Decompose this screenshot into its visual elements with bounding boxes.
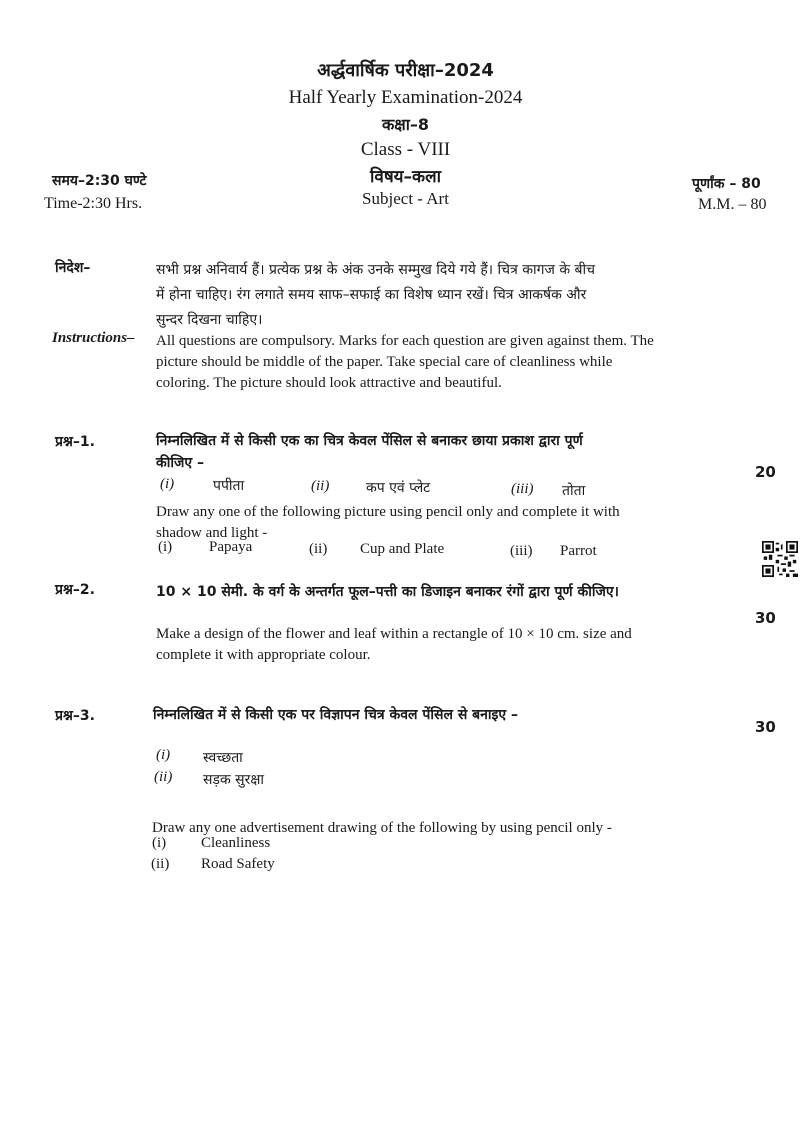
q3-option-hi-num: (ii) — [154, 769, 173, 785]
q1-option-hi-num: (i) — [160, 476, 175, 492]
question-1-english-line: Draw any one of the following picture using pencil only and complete it with — [156, 504, 620, 520]
q3-option-hi-text: स्वच्छता — [203, 750, 243, 766]
q1-option-en-num: (i) — [158, 539, 173, 555]
question-1-english-line: shadow and light - — [156, 525, 268, 541]
q1-option-hi-text: कप एवं प्लेट — [366, 480, 431, 496]
instructions-hindi-line: में होना चाहिए। रंग लगाते समय साफ–सफाई का विशेष ध्यान रखें। चित्र आकर्षक और — [156, 287, 587, 303]
q1-option-en-num: (iii) — [510, 543, 533, 559]
instructions-text-english — [156, 331, 756, 394]
q1-option-en-num: (ii) — [309, 541, 328, 557]
question-2-hindi-line: 10 × 10 सेमी. के वर्ग के अन्तर्गत फूल–पत्ती का डिजाइन बनाकर रंगों द्वारा पूर्ण कीजिए। — [156, 584, 619, 600]
instructions-label-hindi: निदेश– — [55, 260, 91, 276]
question-2-english-line: Make a design of the flower and leaf within a rectangle of 10 × 10 cm. size and — [156, 626, 632, 642]
question-3-label: प्रश्न–3. — [55, 708, 95, 724]
question-2-text-hindi — [156, 582, 756, 603]
question-1-marks: 20 — [755, 463, 776, 481]
question-1-label: प्रश्न–1. — [55, 434, 95, 450]
time-english: Time-2:30 Hrs. — [44, 195, 143, 212]
q1-option-hi-text: पपीता — [213, 478, 245, 494]
question-1-text-hindi — [156, 430, 756, 474]
subject-english: Subject - Art — [362, 189, 449, 208]
q1-option-en-text: Cup and Plate — [360, 541, 445, 557]
q1-option-hi-num: (iii) — [511, 481, 534, 497]
qr-code-icon — [762, 541, 798, 577]
class-english: Class - VIII — [360, 139, 451, 160]
q3-option-en-num: (i) — [152, 835, 167, 851]
instructions-hindi-line: सुन्दर दिखना चाहिए। — [156, 312, 263, 328]
max-marks-english: M.M. – 80 — [698, 196, 767, 213]
q3-option-en-text: Road Safety — [201, 856, 275, 872]
instructions-text-hindi — [156, 258, 756, 333]
question-1-text-english — [156, 502, 756, 544]
instructions-hindi-line: सभी प्रश्न अनिवार्य हैं। प्रत्येक प्रश्न के अंक उनके सम्मुख दिये गये हैं। चित्र कागज के बीच — [156, 262, 596, 278]
question-3-marks: 30 — [755, 718, 776, 736]
max-marks-hindi: पूर्णांक – 80 — [692, 176, 761, 192]
q1-option-en-text: Papaya — [209, 539, 253, 555]
question-3-english-line: Draw any one advertisement drawing of the following by using pencil only - — [152, 820, 612, 836]
instructions-label-english: Instructions– — [52, 330, 135, 346]
instructions-english-line: coloring. The picture should look attractive and beautiful. — [156, 375, 502, 391]
q3-option-hi-text: सड़क सुरक्षा — [203, 772, 265, 788]
question-2-english-line: complete it with appropriate colour. — [156, 647, 371, 663]
class-hindi: कक्षा–8 — [381, 115, 430, 134]
question-1-hindi-line: निम्नलिखित में से किसी एक का चित्र केवल पेंसिल से बनाकर छाया प्रकाश द्वारा पूर्ण — [156, 433, 583, 449]
exam-title-hindi: अर्द्धवार्षिक परीक्षा–2024 — [317, 60, 494, 81]
instructions-english-line: All questions are compulsory. Marks for each question are given against them. The — [156, 333, 654, 349]
question-1-hindi-line: कीजिए – — [156, 455, 205, 471]
q3-option-en-text: Cleanliness — [201, 835, 271, 851]
question-2-label: प्रश्न–2. — [55, 582, 95, 598]
q1-option-hi-num: (ii) — [311, 478, 330, 494]
q1-option-en-text: Parrot — [560, 543, 597, 559]
q3-option-en-num: (ii) — [151, 856, 170, 872]
time-hindi: समय–2:30 घण्टे — [52, 173, 147, 189]
subject-hindi: विषय–कला — [369, 167, 442, 187]
q1-option-hi-text: तोता — [562, 483, 586, 499]
question-3-text-hindi — [153, 705, 753, 726]
instructions-english-line: picture should be middle of the paper. Take special care of cleanliness while — [156, 354, 613, 370]
question-2-marks: 30 — [755, 609, 776, 627]
exam-title-english: Half Yearly Examination-2024 — [288, 87, 523, 108]
question-2-text-english — [156, 624, 756, 666]
q3-option-hi-num: (i) — [156, 747, 171, 763]
question-3-hindi-line: निम्नलिखित में से किसी एक पर विज्ञापन चित्र केवल पेंसिल से बनाइए – — [153, 707, 519, 723]
